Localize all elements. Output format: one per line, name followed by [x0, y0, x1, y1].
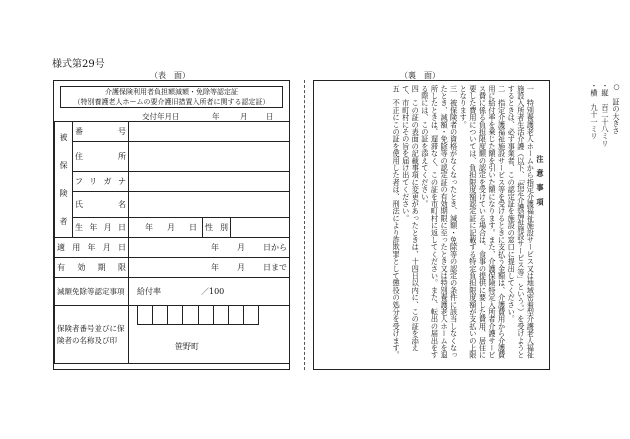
furigana-value [129, 172, 290, 192]
furigana-label: フリガナ [73, 172, 129, 192]
apply-date-value: 年 月 日から [129, 238, 290, 258]
issue-date-label: 交付年月日 [142, 112, 180, 121]
issue-month: 月 [240, 112, 248, 121]
instruction-3: 三 被保険者の資格がなくなったとき、減額・免除等の認定の条件に該当しなくなったとき、減額・免除等の認定証の有効期限に至ったとき又は特別養護老人ホームを退所したときは、遅滞なく、この証を市町村に返してください。また、転出の届出をする際には、この証を添えてください。 [420, 85, 459, 359]
insurer-value [129, 306, 290, 364]
apply-date-label: 適用年月日 [55, 238, 129, 258]
valid-until-label: 有効期限 [55, 258, 129, 278]
form-number: 様式第29号 [52, 59, 105, 70]
number-value [129, 122, 290, 142]
instruction-5: 五 不正にこの証を使用した者は、刑法により詐欺罪として懲役の処分を受けます。 [392, 85, 402, 359]
instruction-4: 四 この証の表面の記載事項に変更があったときは、十四日以内に、この証を添えて、市町村にその旨を届け出てください。 [401, 85, 421, 352]
certificate-back [313, 80, 550, 370]
back-side-label: （裏 面） [400, 71, 440, 80]
fold-line [304, 80, 305, 370]
insurer-number-boxes [137, 306, 259, 325]
instruction-1: 一 特別養護老人ホームから指定介護福祉施設サービス又は地域密着型介護老人福祉施設入所者生活介護（以下、「指定介護福祉施設サービス等」という。）を受けようとするときは、必ず事業者、この認定証を施設の窓口に提出してください。 [507, 85, 536, 359]
insurer-name: 笹野町 [175, 342, 199, 351]
size-notes [589, 82, 622, 177]
name-value [129, 192, 290, 218]
reduction-label: 減額免除等認定事項 [55, 278, 129, 306]
issue-year: 年 [212, 112, 220, 121]
front-side-label: （表 面） [150, 71, 190, 80]
certificate-title-line1: 介護保険利用者負担額減額・免除等認定証 [105, 88, 238, 96]
name-label: 氏名 [73, 192, 129, 218]
address-value [129, 142, 290, 172]
certificate-front [53, 80, 290, 370]
address-label: 住所 [73, 142, 129, 172]
certificate-title [60, 86, 283, 108]
valid-until-value: 年 月 日まで [129, 258, 290, 278]
size-vertical: ・縦 百二十八ミリ [601, 82, 610, 147]
number-label: 番号 [73, 122, 129, 142]
certificate-title-line2: （特別養護老人ホームの要介護旧措置入所者に関する認定証） [73, 98, 270, 106]
size-title: ○ 証の大きさ [612, 82, 621, 135]
birth-date-label: 生年月日 [73, 218, 129, 238]
notes-title: 注 意 事 項 [536, 155, 545, 206]
size-horizontal: ・横 九十一ミリ [590, 82, 599, 140]
sex-label: 性別 [203, 218, 231, 238]
back-instructions [392, 85, 546, 365]
insurer-label: 保険者番号並びに保険者の名称及び印 [55, 306, 129, 364]
certificate-table [54, 121, 290, 364]
instruction-2: 二 指定介護福祉施設サービス等を受けるときに支払う金額は、介護費用から介護費用に給付率を乗じた額を引いた額になります。また、介護保険特定入所者介護サービス費に係る負担限度額の認定を受けている場合は、食事の提供に要した費用、居住に要した費用については、負担限度額認定証に記載する特定負担限度額が支払いの上限となります。 [459, 85, 507, 359]
insured-label: 被 保 険 者 [55, 122, 73, 238]
birth-date-value: 年 月 日 [129, 218, 203, 238]
benefit-rate-value: 給付率 ／100 [129, 278, 290, 306]
sex-value [231, 218, 290, 238]
issue-day: 日 [266, 112, 274, 121]
